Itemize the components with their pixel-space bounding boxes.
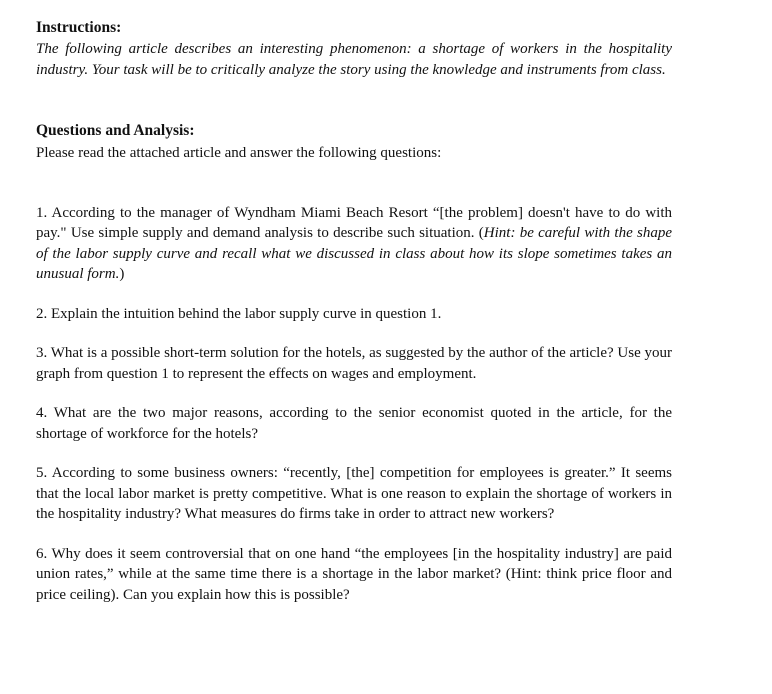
analysis-heading: Questions and Analysis: bbox=[36, 122, 195, 139]
question-1-text: 1. According to the manager of Wyndham Miami Beach Resort “[the problem] doesn't have to do with pay." Use simple supply and demand analysis to describe such situation. bbox=[36, 204, 672, 241]
question-1-hint: Hint: be careful with the shape of the labor supply curve and recall what we discussed in class about how its slope sometimes takes an unusual form. bbox=[36, 225, 672, 282]
question-1-hint-close: ) bbox=[119, 266, 125, 282]
question-2: 2. Explain the intuition behind the labor supply curve in question 1. bbox=[36, 305, 442, 322]
question-3: 3. What is a possible short-term solution for the hotels, as suggested by the author of the article? Use your graph from question 1 to represent the effects on wages and employment. bbox=[36, 345, 672, 382]
analysis-intro: Please read the attached article and answer the following questions: bbox=[36, 145, 442, 161]
document-page bbox=[36, 18, 672, 605]
instructions-body: The following article describes an interesting phenomenon: a shortage of workers in the hospitality industry. Your task will be to critically analyze the story using the knowledge and instruments from class. bbox=[36, 41, 672, 78]
question-6: 6. Why does it seem controversial that on one hand “the employees [in the hospitality industry] are paid union rates,” while at the same time there is a shortage in the labor market? (Hint: think price floor and price ceiling). Can you explain how this is possible? bbox=[36, 545, 672, 603]
question-1-hint-open: ( bbox=[478, 225, 484, 241]
instructions-heading: Instructions: bbox=[36, 19, 122, 36]
question-4: 4. What are the two major reasons, according to the senior economist quoted in the article, for the shortage of workforce for the hotels? bbox=[36, 405, 672, 442]
question-5: 5. According to some business owners: “recently, [the] competition for employees is greater.” It seems that the local labor market is pretty competitive. What is one reason to explain the shortage of workers in the hospitality industry? What measures do firms take in order to attract new workers? bbox=[36, 465, 672, 522]
question-1 bbox=[36, 203, 672, 285]
